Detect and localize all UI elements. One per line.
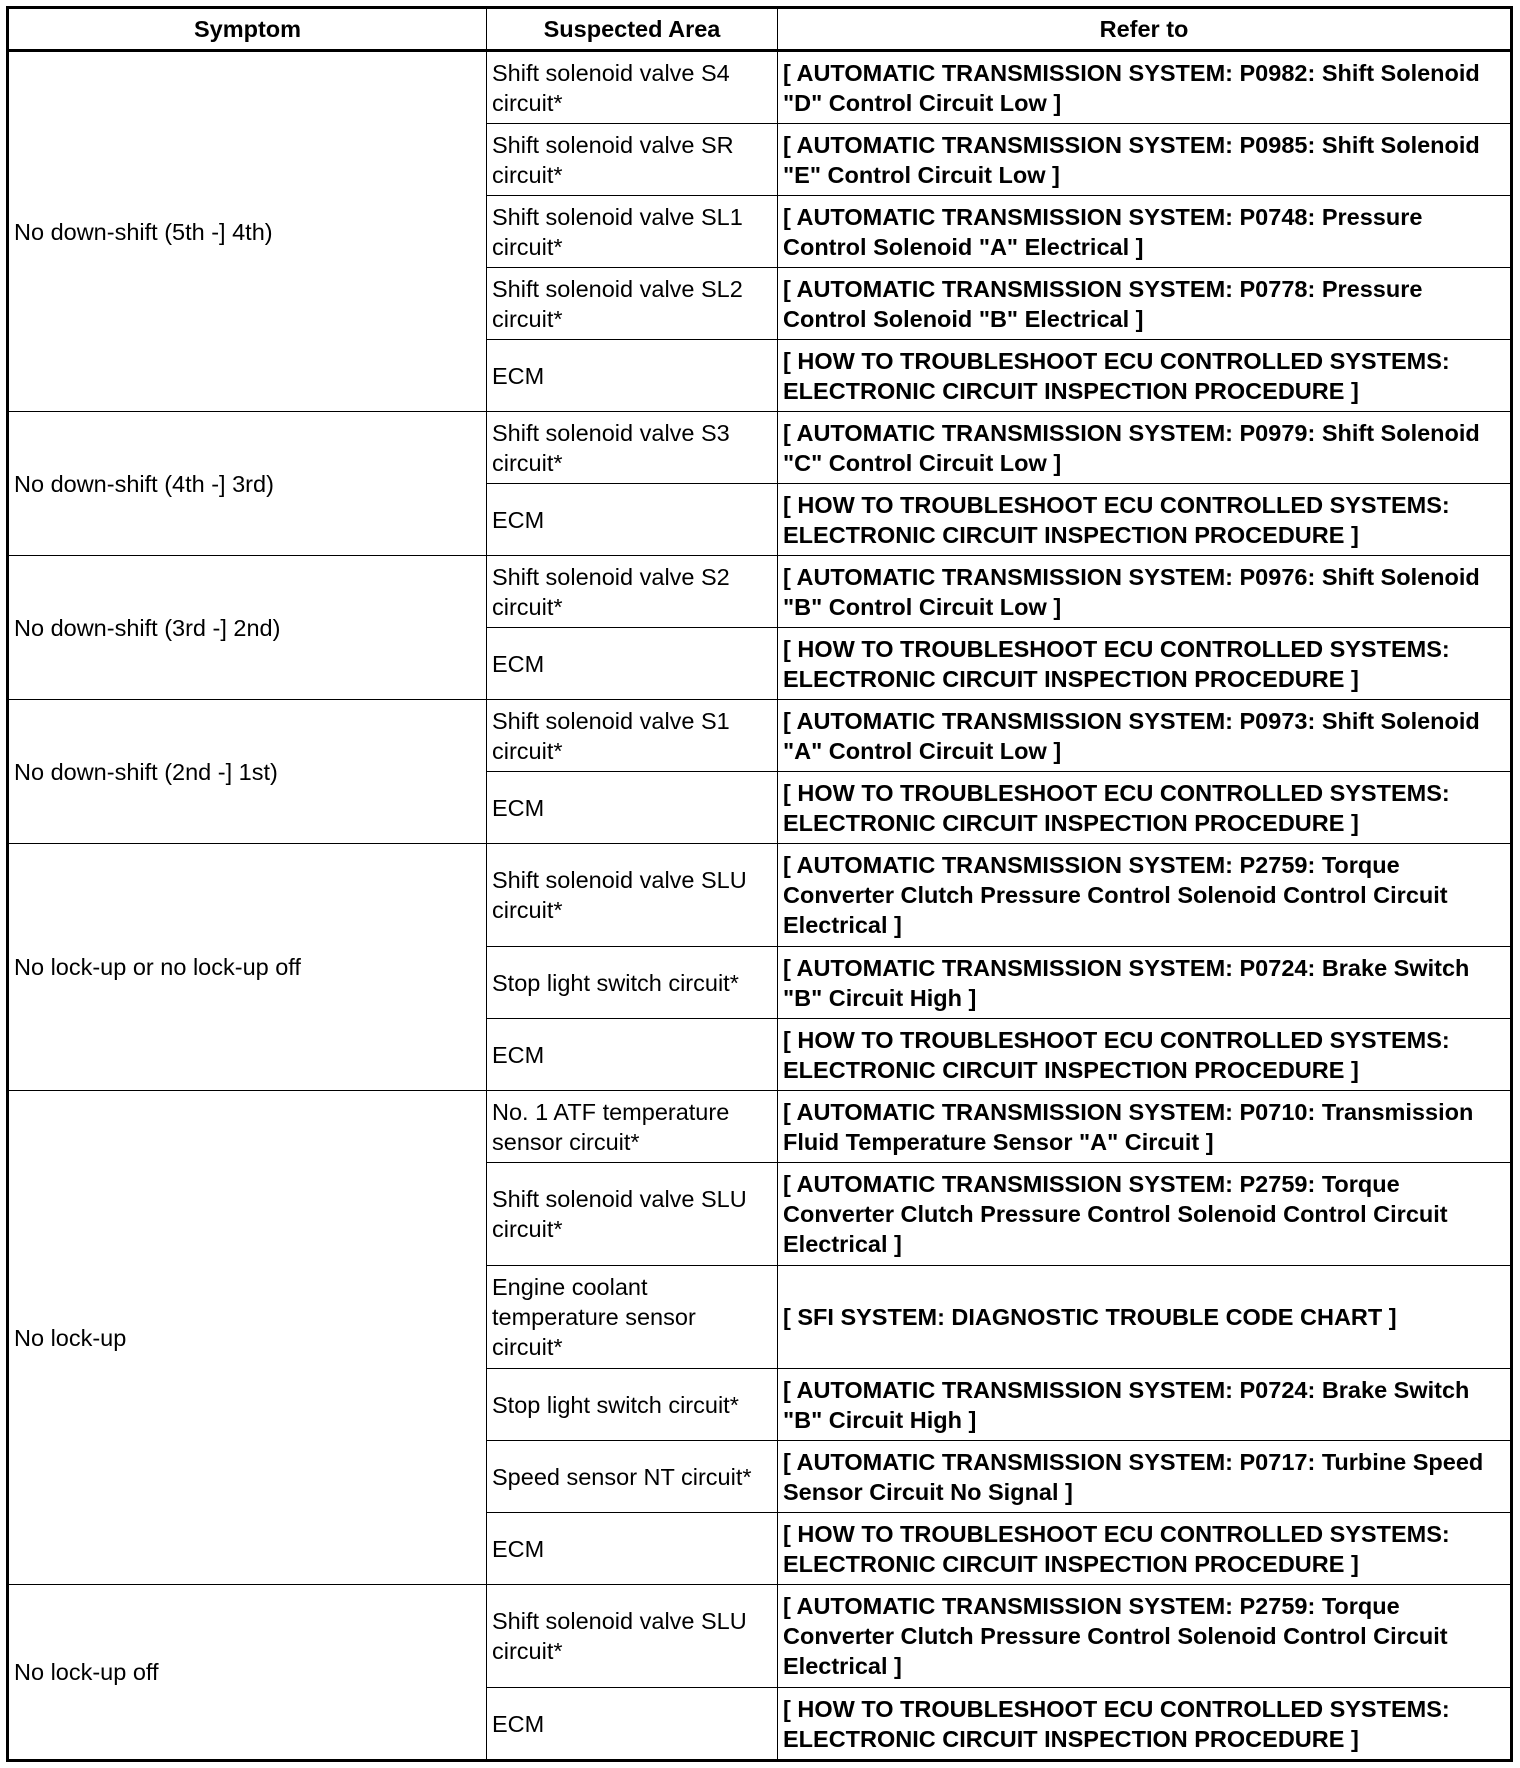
- refer-to-cell: [ AUTOMATIC TRANSMISSION SYSTEM: P0724: Brake Switch "B" Circuit High ]: [778, 947, 1512, 1019]
- refer-to-cell: [ SFI SYSTEM: DIAGNOSTIC TROUBLE CODE CHART ]: [778, 1266, 1512, 1369]
- suspected-area-cell: Shift solenoid valve SL1 circuit*: [487, 196, 778, 268]
- table-row: [8, 412, 1512, 484]
- suspected-area-cell: Shift solenoid valve SLU circuit*: [487, 844, 778, 947]
- symptom-cell: No down-shift (5th -] 4th): [8, 51, 487, 412]
- header-row: [8, 8, 1512, 51]
- suspected-area-cell: Shift solenoid valve S2 circuit*: [487, 556, 778, 628]
- table-row: [8, 1091, 1512, 1163]
- suspected-area-cell: ECM: [487, 1513, 778, 1585]
- suspected-area-cell: ECM: [487, 628, 778, 700]
- symptom-cell: No lock-up off: [8, 1585, 487, 1761]
- table-row: [8, 51, 1512, 124]
- suspected-area-cell: Stop light switch circuit*: [487, 947, 778, 1019]
- suspected-area-cell: Shift solenoid valve S3 circuit*: [487, 412, 778, 484]
- refer-to-cell: [ HOW TO TROUBLESHOOT ECU CONTROLLED SYSTEMS: ELECTRONIC CIRCUIT INSPECTION PROCEDURE ]: [778, 1688, 1512, 1761]
- refer-to-cell: [ AUTOMATIC TRANSMISSION SYSTEM: P2759: Torque Converter Clutch Pressure Control Solenoid Control Circuit Electrical ]: [778, 1163, 1512, 1266]
- refer-to-cell: [ AUTOMATIC TRANSMISSION SYSTEM: P0976: Shift Solenoid "B" Control Circuit Low ]: [778, 556, 1512, 628]
- refer-to-cell: [ AUTOMATIC TRANSMISSION SYSTEM: P0724: Brake Switch "B" Circuit High ]: [778, 1369, 1512, 1441]
- suspected-area-cell: Shift solenoid valve SL2 circuit*: [487, 268, 778, 340]
- table-header: [8, 8, 1512, 51]
- refer-to-cell: [ HOW TO TROUBLESHOOT ECU CONTROLLED SYSTEMS: ELECTRONIC CIRCUIT INSPECTION PROCEDURE ]: [778, 1019, 1512, 1091]
- suspected-area-cell: ECM: [487, 340, 778, 412]
- symptom-cell: No down-shift (2nd -] 1st): [8, 700, 487, 844]
- suspected-area-cell: Stop light switch circuit*: [487, 1369, 778, 1441]
- refer-to-cell: [ AUTOMATIC TRANSMISSION SYSTEM: P2759: Torque Converter Clutch Pressure Control Solenoid Control Circuit Electrical ]: [778, 1585, 1512, 1688]
- refer-to-cell: [ AUTOMATIC TRANSMISSION SYSTEM: P0778: Pressure Control Solenoid "B" Electrical ]: [778, 268, 1512, 340]
- symptom-cell: No down-shift (3rd -] 2nd): [8, 556, 487, 700]
- suspected-area-cell: No. 1 ATF temperature sensor circuit*: [487, 1091, 778, 1163]
- refer-to-cell: [ AUTOMATIC TRANSMISSION SYSTEM: P0717: Turbine Speed Sensor Circuit No Signal ]: [778, 1441, 1512, 1513]
- suspected-area-cell: Speed sensor NT circuit*: [487, 1441, 778, 1513]
- suspected-area-cell: Shift solenoid valve SR circuit*: [487, 124, 778, 196]
- header-refer-to: Refer to: [778, 8, 1512, 51]
- table-row: [8, 1585, 1512, 1688]
- suspected-area-cell: ECM: [487, 484, 778, 556]
- table-body: [8, 51, 1512, 1761]
- refer-to-cell: [ HOW TO TROUBLESHOOT ECU CONTROLLED SYSTEMS: ELECTRONIC CIRCUIT INSPECTION PROCEDURE ]: [778, 1513, 1512, 1585]
- suspected-area-cell: Shift solenoid valve SLU circuit*: [487, 1585, 778, 1688]
- refer-to-cell: [ AUTOMATIC TRANSMISSION SYSTEM: P0985: Shift Solenoid "E" Control Circuit Low ]: [778, 124, 1512, 196]
- refer-to-cell: [ AUTOMATIC TRANSMISSION SYSTEM: P2759: Torque Converter Clutch Pressure Control Solenoid Control Circuit Electrical ]: [778, 844, 1512, 947]
- suspected-area-cell: Shift solenoid valve S4 circuit*: [487, 51, 778, 124]
- symptom-cell: No lock-up or no lock-up off: [8, 844, 487, 1091]
- refer-to-cell: [ AUTOMATIC TRANSMISSION SYSTEM: P0979: Shift Solenoid "C" Control Circuit Low ]: [778, 412, 1512, 484]
- refer-to-cell: [ HOW TO TROUBLESHOOT ECU CONTROLLED SYSTEMS: ELECTRONIC CIRCUIT INSPECTION PROCEDURE ]: [778, 340, 1512, 412]
- refer-to-cell: [ HOW TO TROUBLESHOOT ECU CONTROLLED SYSTEMS: ELECTRONIC CIRCUIT INSPECTION PROCEDURE ]: [778, 628, 1512, 700]
- refer-to-cell: [ HOW TO TROUBLESHOOT ECU CONTROLLED SYSTEMS: ELECTRONIC CIRCUIT INSPECTION PROCEDURE ]: [778, 772, 1512, 844]
- suspected-area-cell: Shift solenoid valve S1 circuit*: [487, 700, 778, 772]
- symptom-cell: No lock-up: [8, 1091, 487, 1585]
- table-row: [8, 844, 1512, 947]
- refer-to-cell: [ AUTOMATIC TRANSMISSION SYSTEM: P0710: Transmission Fluid Temperature Sensor "A" Circuit ]: [778, 1091, 1512, 1163]
- table-row: [8, 700, 1512, 772]
- suspected-area-cell: ECM: [487, 1019, 778, 1091]
- refer-to-cell: [ AUTOMATIC TRANSMISSION SYSTEM: P0982: Shift Solenoid "D" Control Circuit Low ]: [778, 51, 1512, 124]
- refer-to-cell: [ HOW TO TROUBLESHOOT ECU CONTROLLED SYSTEMS: ELECTRONIC CIRCUIT INSPECTION PROCEDURE ]: [778, 484, 1512, 556]
- refer-to-cell: [ AUTOMATIC TRANSMISSION SYSTEM: P0748: Pressure Control Solenoid "A" Electrical ]: [778, 196, 1512, 268]
- refer-to-cell: [ AUTOMATIC TRANSMISSION SYSTEM: P0973: Shift Solenoid "A" Control Circuit Low ]: [778, 700, 1512, 772]
- header-suspected-area: Suspected Area: [487, 8, 778, 51]
- table-row: [8, 556, 1512, 628]
- suspected-area-cell: ECM: [487, 1688, 778, 1761]
- suspected-area-cell: ECM: [487, 772, 778, 844]
- troubleshooting-table: [6, 6, 1513, 1762]
- suspected-area-cell: Engine coolant temperature sensor circuit*: [487, 1266, 778, 1369]
- header-symptom: Symptom: [8, 8, 487, 51]
- symptom-cell: No down-shift (4th -] 3rd): [8, 412, 487, 556]
- suspected-area-cell: Shift solenoid valve SLU circuit*: [487, 1163, 778, 1266]
